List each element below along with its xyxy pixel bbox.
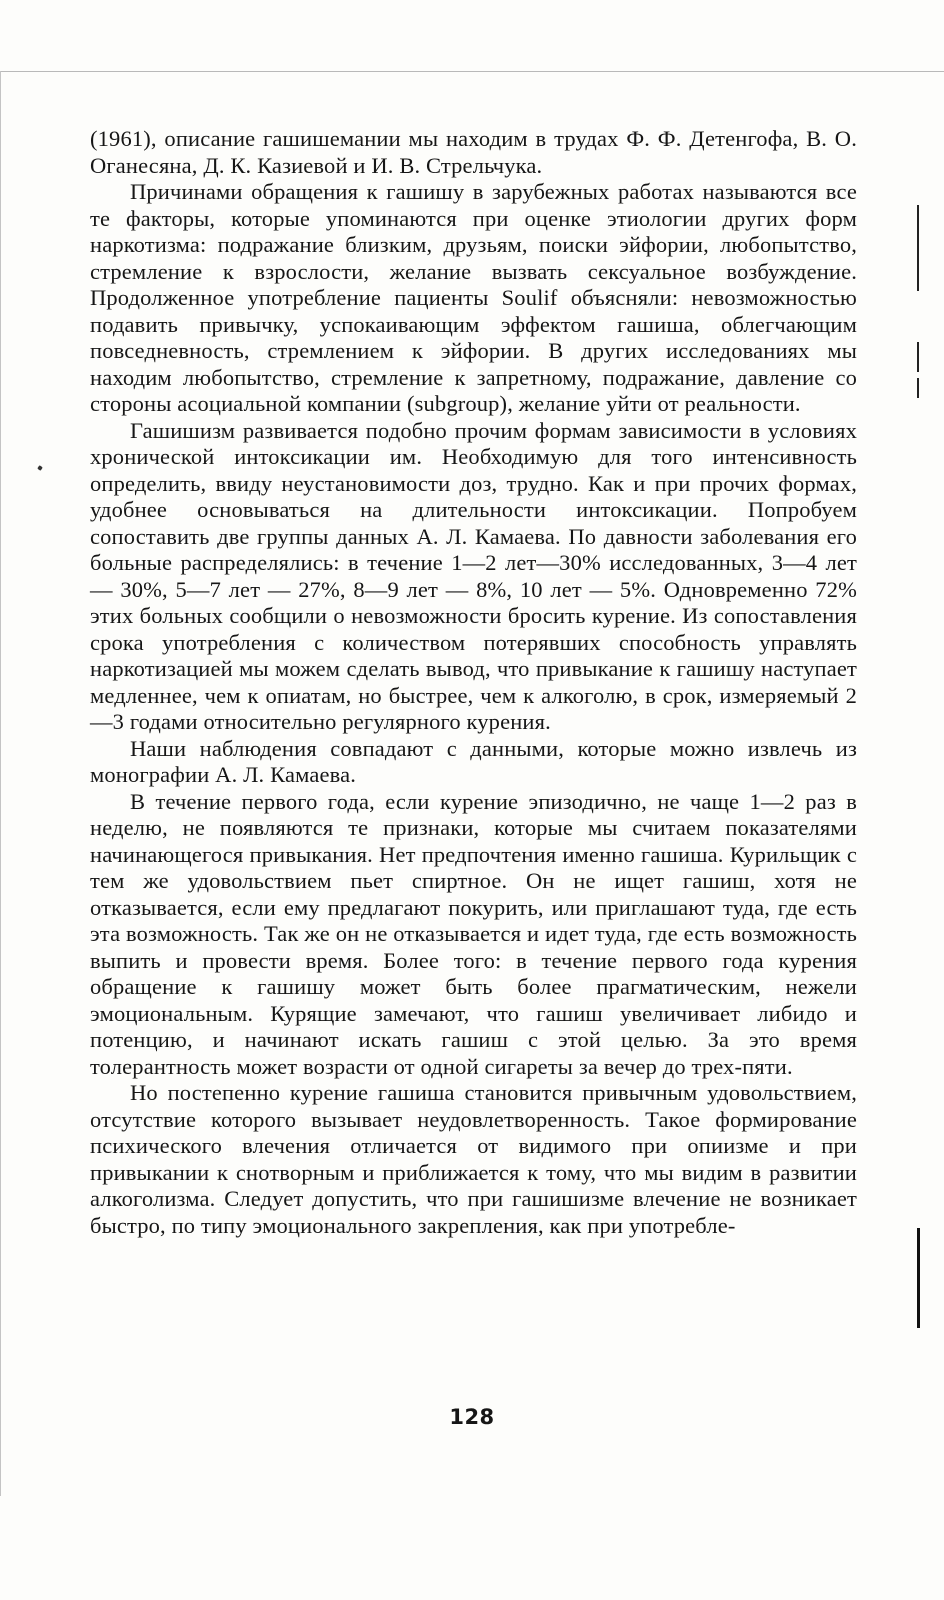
paragraph-4: Наши наблюдения совпадают с данными, которые можно извлечь из монографии А. Л. Камаева. — [90, 735, 857, 787]
paragraph-3: Гашишизм развивается подобно прочим формам зависимости в условиях хронической интоксикации им. Необходимую для того интенсивность определить, ввиду неустановимости доз, трудно. Как и при прочих формах, удобнее основываться на длительности интоксикации. Попробуем сопоставить две группы данных А. Л. Камаева. По давности заболевания его больные распределялись: в течение 1—2 лет—30% исследованных, 3—4 лет — 30%, 5—7 лет — 27%, 8—9 лет — 8%, 10 лет — 5%. Одновременно 72% этих больных сообщили о невозможности бросить курение. Из сопоставления срока употребления с количеством потерявших способность управлять наркотизацией мы можем сделать вывод, что привыкание к гашишу наступает медленнее, чем к опиатам, но быстрее, чем к алкоголю, в срок, измеряемый 2—3 годами относительно регулярного курения. — [90, 417, 857, 734]
paragraph-2: Причинами обращения к гашишу в зарубежных работах называются все те факторы, которые упоминаются при оценке этиологии других форм наркотизма: подражание близким, друзьям, поиски эйфории, любопытство, стремление к взрослости, желание вызвать сексуальное возбуждение. Продолженное употребление пациенты Soulif объясняли: невозможностью подавить привычку, успокаивающим эффектом гашиша, облегчающим повседневность, стремлением к эйфории. В других исследованиях мы находим любопытство, стремление к запретному, подражание, давление со стороны асоциальной компании (subgroup), желание уйти от реальности. — [90, 179, 857, 416]
scan-speck — [37, 465, 43, 471]
page-number: 128 — [449, 1405, 495, 1429]
margin-mark — [917, 342, 919, 372]
margin-mark — [917, 378, 919, 398]
scan-left-edge — [0, 71, 1, 1496]
text-column — [90, 126, 857, 1239]
paragraph-1: (1961), описание гашишемании мы находим в трудах Ф. Ф. Детенгофа, В. О. Оганесяна, Д. К. Казиевой и И. В. Стрельчука. — [90, 126, 857, 178]
margin-mark — [917, 1228, 920, 1328]
scan-top-edge — [0, 71, 944, 72]
paragraph-6: Но постепенно курение гашиша становится привычным удовольствием, отсутствие которого вызывает неудовлетворенность. Такое формирование психического влечения отличается от видимого при опиизме и при привыкании к снотворным и приближается к тому, что мы видим в развитии алкоголизма. Следует допустить, что при гашишизме влечение не возникает быстро, по типу эмоционального закрепления, как при употребле- — [90, 1080, 857, 1238]
margin-mark — [917, 205, 919, 291]
paragraph-5: В течение первого года, если курение эпизодично, не чаще 1—2 раз в неделю, не появляются те признаки, которые мы считаем показателями начинающегося привыкания. Нет предпочтения именно гашиша. Курильщик с тем же удовольствием пьет спиртное. Он не ищет гашиш, хотя не отказывается, если ему предлагают покурить, или приглашают туда, где есть эта возможность. Так же он не отказывается и идет туда, где есть возможность выпить и провести время. Более того: в течение первого года курения обращение к гашишу может быть более прагматическим, нежели эмоциональным. Курящие замечают, что гашиш увеличивает либидо и потенцию, и начинают искать гашиш с этой целью. За это время толерантность может возрасти от одной сигареты за вечер до трех-пяти. — [90, 788, 857, 1079]
